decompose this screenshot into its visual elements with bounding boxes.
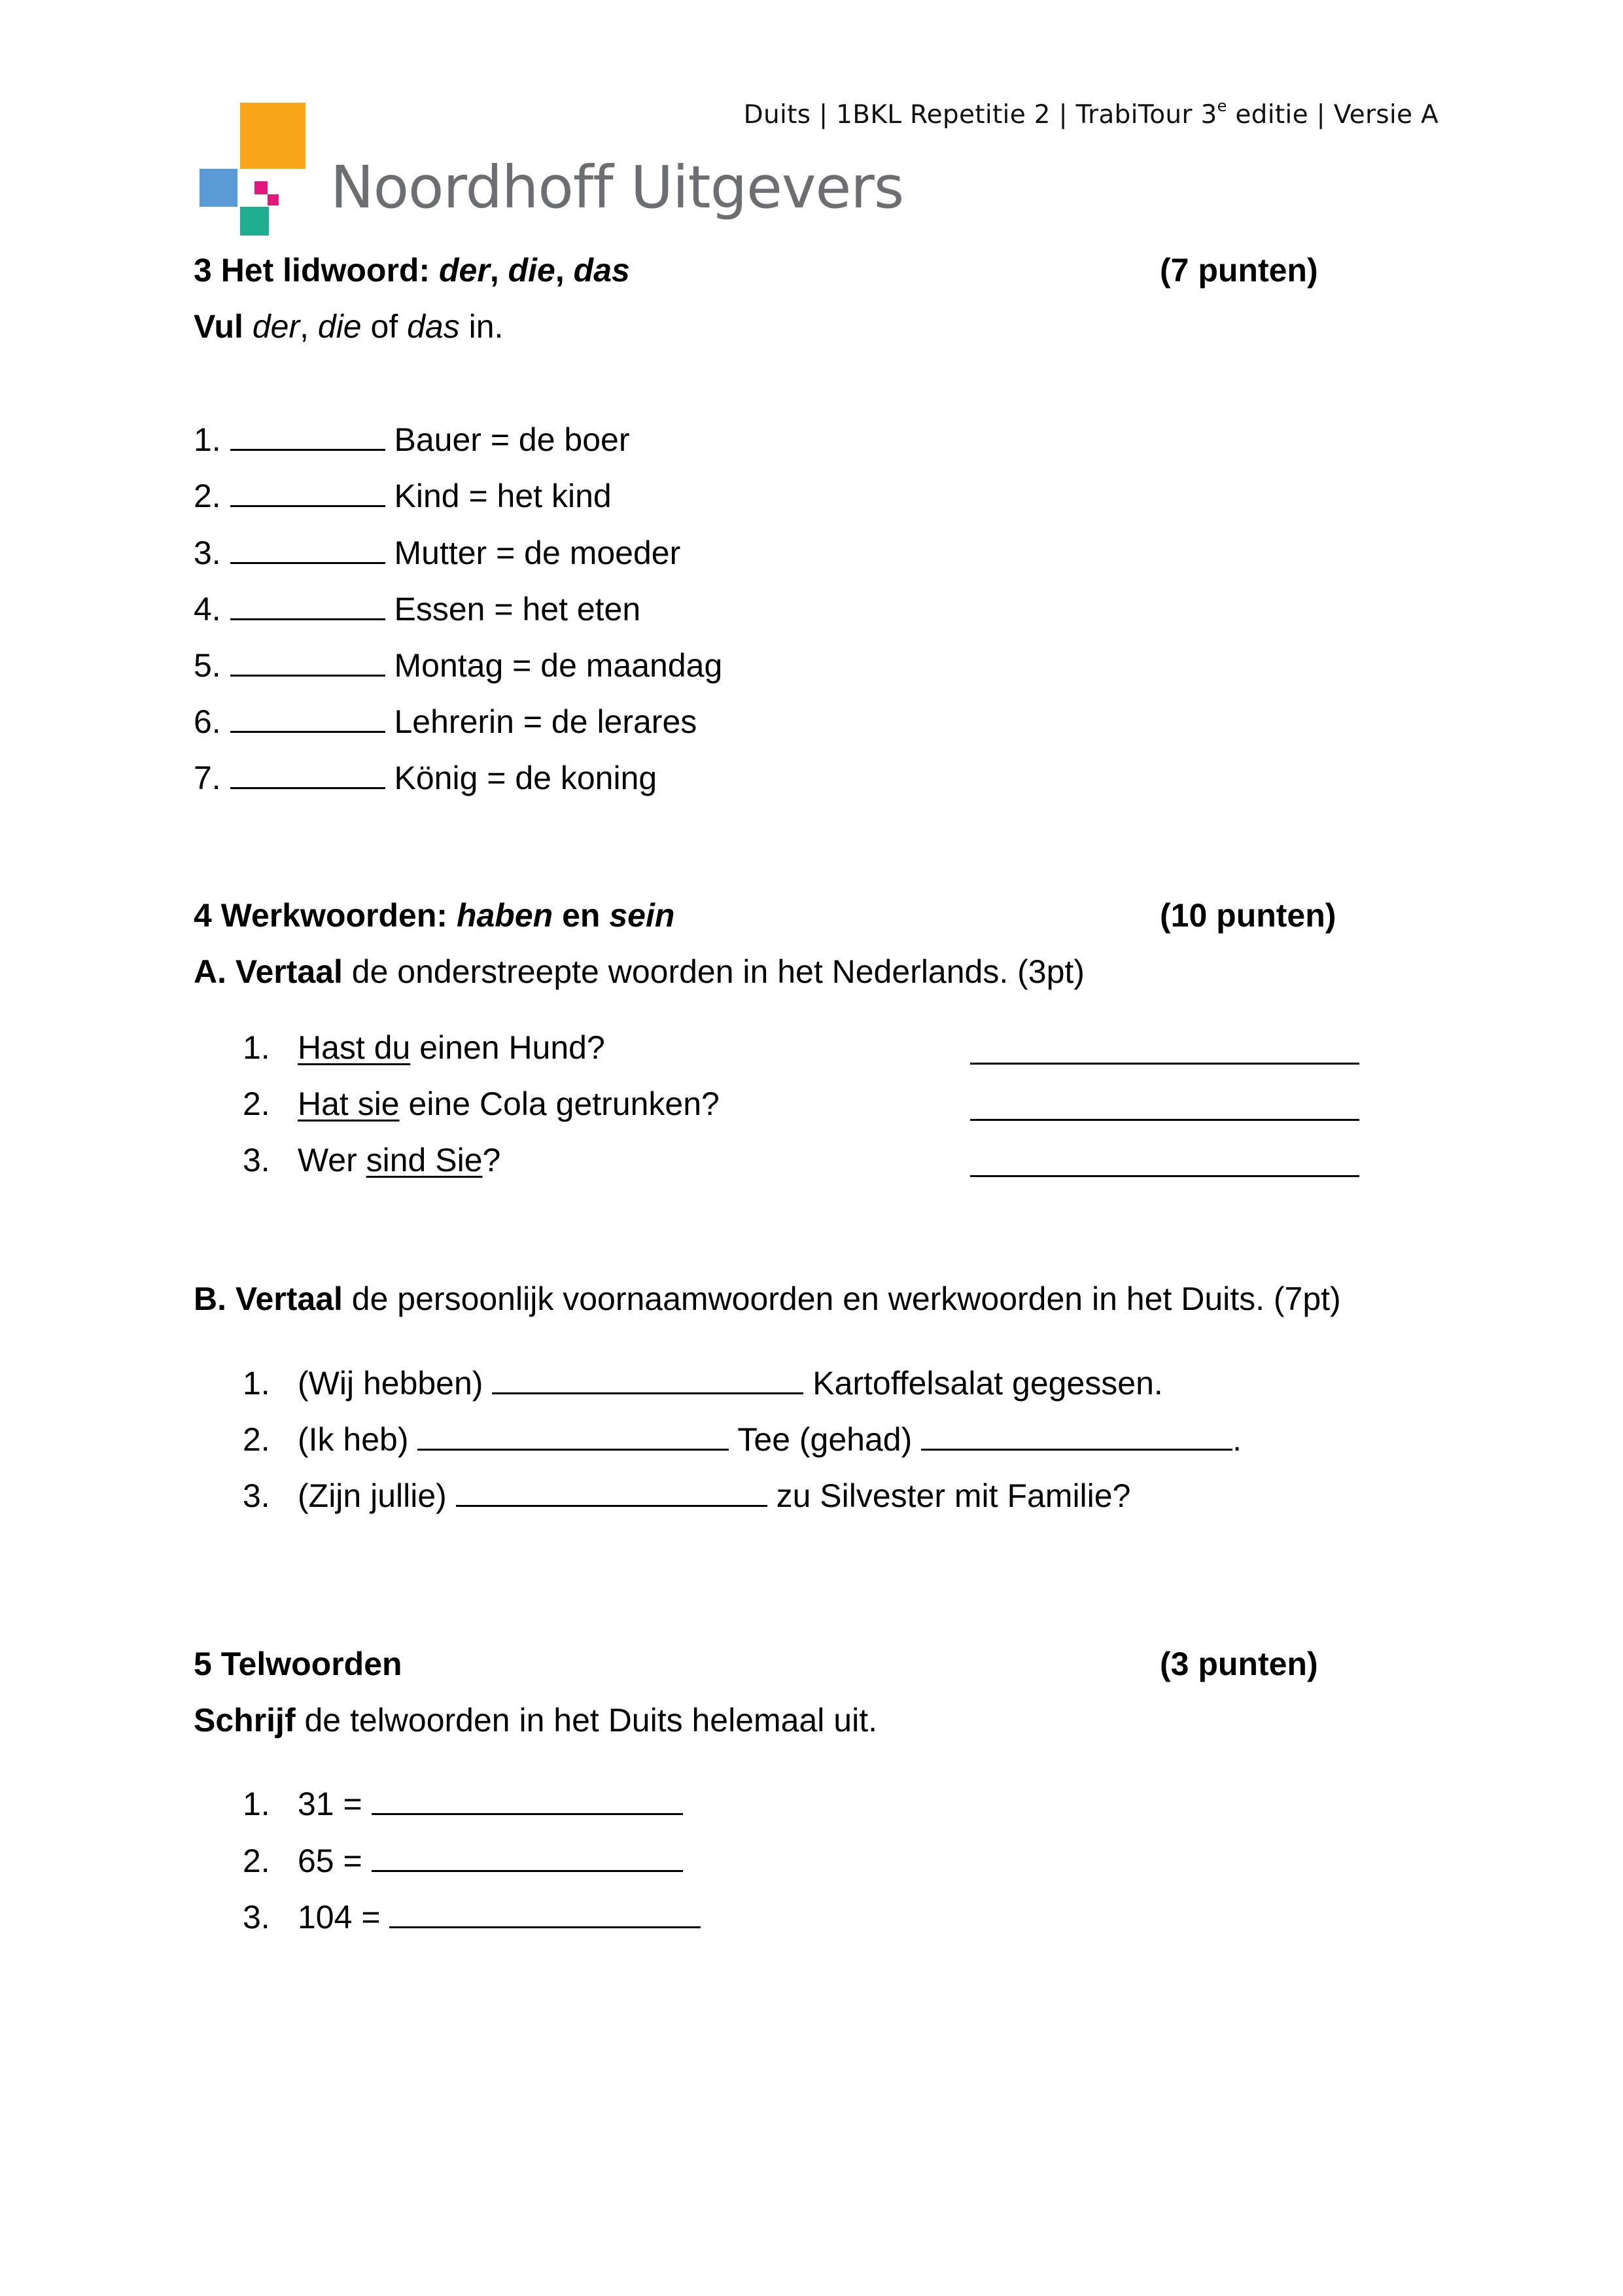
noordhoff-logo xyxy=(200,103,904,239)
logo-blue-square xyxy=(200,169,237,207)
section-5-instruction: Schrijf de telwoorden in het Duits helemaal uit. xyxy=(194,1702,877,1739)
section-4-points: (10 punten) xyxy=(1160,897,1336,934)
answer-blank[interactable] xyxy=(372,1787,683,1815)
header-superscript: e xyxy=(1217,97,1227,115)
answer-line[interactable] xyxy=(970,1060,1359,1065)
verb-item: 2. (Ik heb) Tee (gehad) . xyxy=(243,1421,1242,1458)
answer-blank[interactable] xyxy=(230,423,385,451)
verb-item: 3. (Zijn jullie) zu Silvester mit Familie? xyxy=(243,1477,1131,1514)
number-item: 2. 65 = xyxy=(243,1841,683,1881)
translate-item: 2. Hat sie eine Cola getrunken? xyxy=(243,1086,720,1122)
logo-orange-square xyxy=(240,103,305,169)
article-item: 6. Lehrerin = de lerares xyxy=(194,703,697,740)
answer-blank[interactable] xyxy=(921,1422,1232,1451)
answer-blank[interactable] xyxy=(389,1900,701,1928)
article-item: 1. Bauer = de boer xyxy=(194,421,630,458)
answer-blank[interactable] xyxy=(372,1844,683,1872)
number-item: 1. 31 = xyxy=(243,1784,683,1824)
answer-blank[interactable] xyxy=(456,1479,767,1507)
document-header xyxy=(744,97,1439,130)
article-item: 5. Montag = de maandag xyxy=(194,647,723,684)
header-prefix: Duits | 1BKL Repetitie 2 | TrabiTour 3 xyxy=(743,100,1217,130)
logo-teal-square xyxy=(240,207,269,236)
section-3-points: (7 punten) xyxy=(1160,252,1318,289)
answer-blank[interactable] xyxy=(230,648,385,677)
section-4a-instruction: A. Vertaal de onderstreepte woorden in het Nederlands. (3pt) xyxy=(194,953,1085,990)
translate-item: 1. Hast du einen Hund? xyxy=(243,1029,605,1066)
translate-item: 3. Wer sind Sie? xyxy=(243,1142,501,1178)
section-5-points: (3 punten) xyxy=(1160,1646,1318,1682)
answer-blank[interactable] xyxy=(230,705,385,733)
section-4b-instruction: B. Vertaal de persoonlijk voornaamwoorden en werkwoorden in het Duits. (7pt) xyxy=(194,1280,1341,1317)
section-3-title: 3 Het lidwoord: der, die, das xyxy=(194,252,630,289)
article-item: 4. Essen = het eten xyxy=(194,591,641,627)
logo-wordmark: Noordhoff Uitgevers xyxy=(330,153,904,221)
answer-blank[interactable] xyxy=(417,1422,729,1451)
header-suffix: editie | Versie A xyxy=(1227,100,1439,130)
section-3-instruction: Vul der, die of das in. xyxy=(194,308,504,345)
answer-blank[interactable] xyxy=(230,536,385,564)
logo-pink-square xyxy=(254,181,268,194)
answer-blank[interactable] xyxy=(230,479,385,507)
section-5-title: 5 Telwoorden xyxy=(194,1646,402,1682)
answer-blank[interactable] xyxy=(230,761,385,789)
article-item: 2. Kind = het kind xyxy=(194,478,612,514)
article-item: 3. Mutter = de moeder xyxy=(194,535,681,571)
answer-line[interactable] xyxy=(970,1173,1359,1177)
logo-pink-square-small xyxy=(268,194,279,205)
answer-line[interactable] xyxy=(970,1116,1359,1121)
answer-blank[interactable] xyxy=(492,1366,803,1394)
answer-blank[interactable] xyxy=(230,592,385,620)
article-item: 7. König = de koning xyxy=(194,760,657,796)
verb-item: 1. (Wij hebben) Kartoffelsalat gegessen. xyxy=(243,1365,1163,1402)
number-item: 3. 104 = xyxy=(243,1898,701,1937)
section-4-title: 4 Werkwoorden: haben en sein xyxy=(194,897,675,934)
